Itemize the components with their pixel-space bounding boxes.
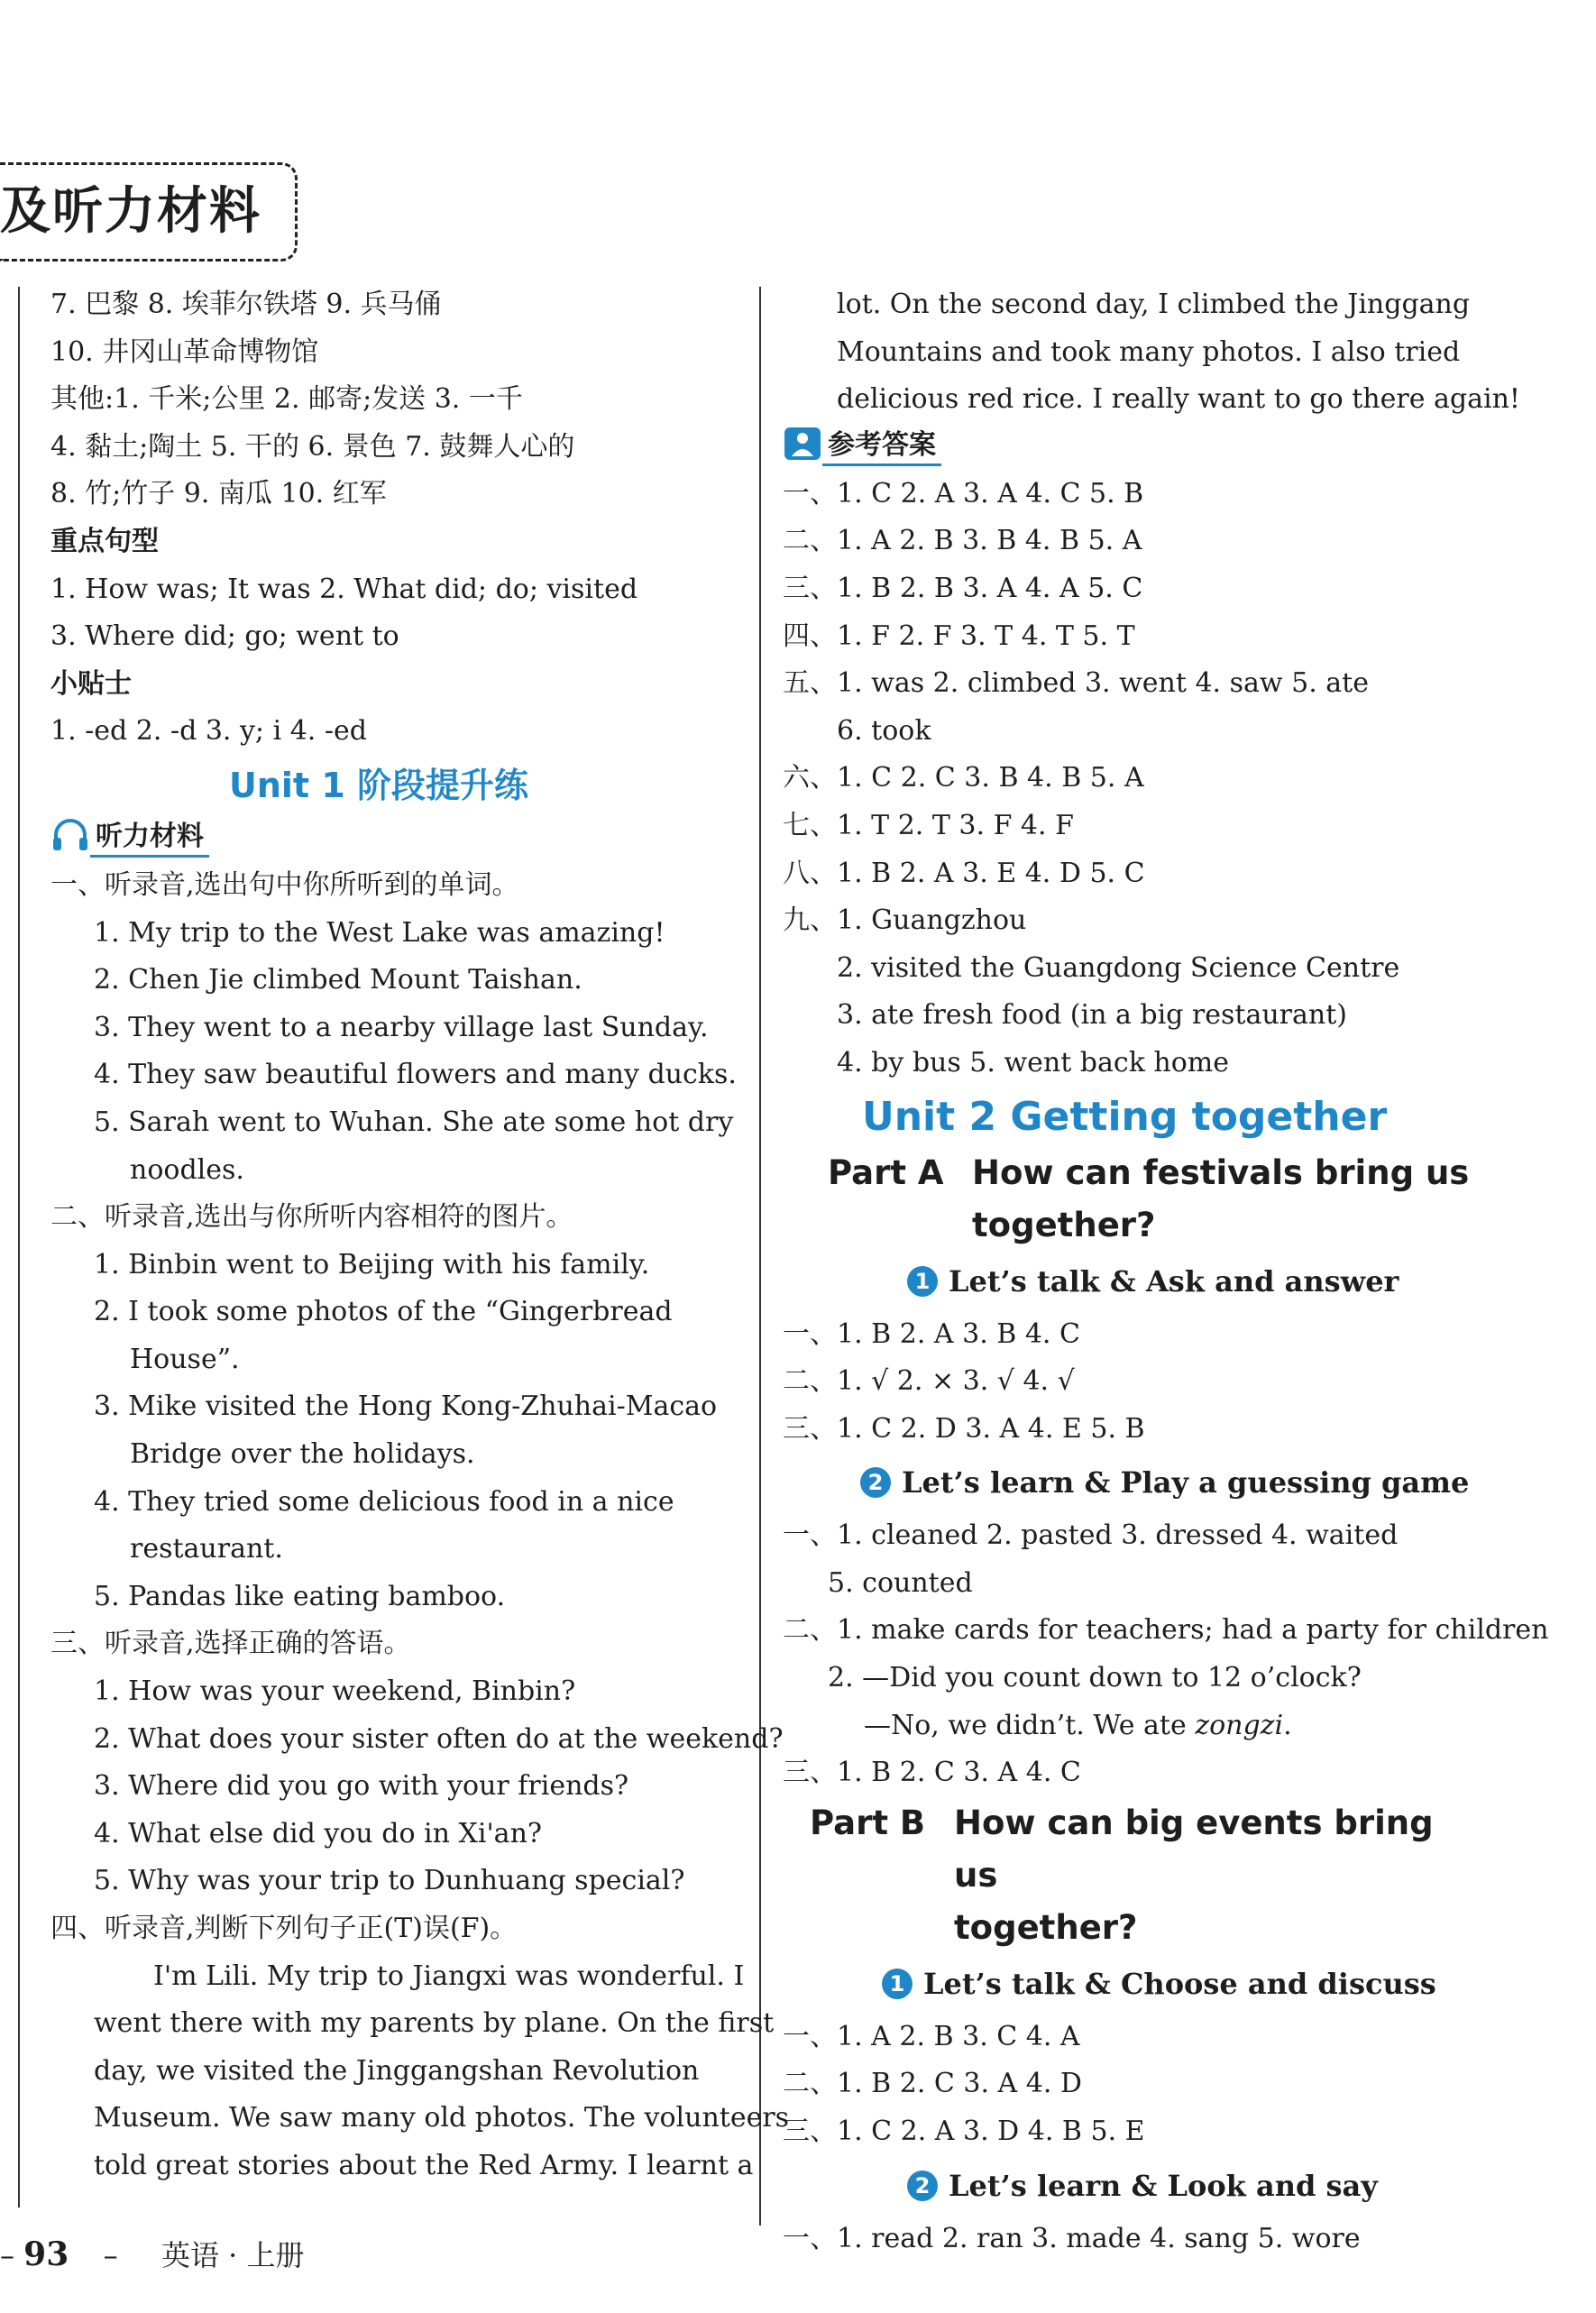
continued-paragraph-line: lot. On the second day, I climbed the Jinggang bbox=[837, 289, 1471, 320]
section1-item: 3. They went to a nearby village last Sunday. bbox=[94, 1011, 709, 1043]
section1-title: 一、听录音,选出句中你所听到的单词。 bbox=[50, 868, 519, 901]
partB-title bbox=[954, 1797, 1477, 1954]
key-sentences-title: 重点句型 bbox=[50, 525, 159, 557]
partA-sub1-title: Let’s talk & Ask and answer bbox=[949, 1263, 1399, 1299]
dialogue-reply-end: . bbox=[1283, 1709, 1292, 1741]
vocab-line: 4. 黏土;陶土 5. 干的 6. 景色 7. 鼓舞人心的 bbox=[50, 430, 575, 463]
dialogue-reply: —No, we didn’t. We ate bbox=[864, 1709, 1196, 1741]
answer-line-cont bbox=[783, 1703, 1477, 1750]
tips-title: 小贴士 bbox=[50, 667, 132, 700]
number-badge-icon: 1 bbox=[882, 1969, 913, 1999]
answers-badge bbox=[783, 424, 1477, 471]
footer-dash: – bbox=[0, 2238, 14, 2272]
section3-item: 1. How was your weekend, Binbin? bbox=[94, 1675, 576, 1708]
answer-line: 六、1. C 2. C 3. B 4. B 5. A bbox=[783, 762, 1144, 794]
left-column bbox=[18, 281, 790, 2190]
answer-line-cont: 4. by bus 5. went back home bbox=[837, 1046, 1229, 1078]
section2-item-cont: restaurant. bbox=[130, 1533, 283, 1565]
unit1-heading: Unit 1 阶段提升练 bbox=[229, 765, 528, 805]
answer-line: 二、1. A 2. B 3. B 4. B 5. A bbox=[783, 525, 1142, 557]
section3-item: 3. Where did you go with your friends? bbox=[94, 1770, 629, 1803]
answer-line: 一、1. C 2. A 3. A 4. C 5. B bbox=[783, 477, 1144, 509]
answer-line: 五、1. was 2. climbed 3. went 4. saw 5. ate bbox=[783, 667, 1369, 700]
section3-title: 三、听录音,选择正确的答语。 bbox=[50, 1628, 411, 1660]
answer-line: 二、1. B 2. C 3. A 4. D bbox=[783, 2068, 1082, 2100]
section1-item: 2. Chen Jie climbed Mount Taishan. bbox=[94, 964, 582, 996]
section1-item-cont: noodles. bbox=[130, 1153, 244, 1186]
section4-title: 四、听录音,判断下列句子正(T)误(F)。 bbox=[50, 1913, 518, 1944]
number-badge-icon: 2 bbox=[907, 2171, 938, 2201]
section2-item-cont: House”. bbox=[130, 1343, 240, 1375]
answer-line: 三、1. C 2. D 3. A 4. E 5. B bbox=[783, 1412, 1145, 1445]
answer-line-cont: 3. ate fresh food (in a big restaurant) bbox=[837, 999, 1347, 1032]
tips-line: 1. -ed 2. -d 3. y; i 4. -ed bbox=[50, 715, 367, 748]
key-sentence-line: 3. Where did; go; went to bbox=[50, 620, 399, 653]
partB-label: Part B bbox=[810, 1803, 926, 1842]
partB-title-line2: together? bbox=[954, 1907, 1138, 1947]
answer-line: 三、1. C 2. A 3. D 4. B 5. E bbox=[783, 2116, 1145, 2148]
section4-paragraph-line: went there with my parents by plane. On the first bbox=[94, 2007, 775, 2040]
section1-item: 5. Sarah went to Wuhan. She ate some hot dry bbox=[94, 1106, 734, 1138]
partB-sub1-title: Let’s talk & Choose and discuss bbox=[923, 1966, 1436, 2001]
answer-line: 九、1. Guangzhou bbox=[783, 904, 1027, 937]
partA-sub2-heading bbox=[783, 1453, 1477, 1512]
partA-sub2-title: Let’s learn & Play a guessing game bbox=[902, 1465, 1470, 1501]
number-badge-icon: 2 bbox=[860, 1467, 891, 1498]
listening-material-label: 听力材料 bbox=[90, 819, 209, 858]
answer-line-cont: 5. counted bbox=[828, 1566, 973, 1599]
answer-line: 七、1. T 2. T 3. F 4. F bbox=[783, 809, 1074, 841]
continued-paragraph-line: delicious red rice. I really want to go there again! bbox=[837, 383, 1520, 416]
number-badge-icon: 1 bbox=[907, 1266, 938, 1297]
section4-paragraph-line: Museum. We saw many old photos. The volunteers bbox=[94, 2102, 790, 2134]
partB-heading bbox=[783, 1797, 1477, 1954]
answer-line-cont: 6. took bbox=[837, 714, 931, 747]
footer-dash: – bbox=[103, 2238, 118, 2272]
answer-line: 一、1. cleaned 2. pasted 3. dressed 4. waited bbox=[783, 1519, 1399, 1552]
answer-line-cont: 2. —Did you count down to 12 o’clock? bbox=[828, 1662, 1362, 1694]
dialogue-reply-italic: zongzi bbox=[1195, 1709, 1284, 1741]
partB-title-line1: How can big events bring us bbox=[954, 1803, 1434, 1895]
partA-title bbox=[972, 1147, 1469, 1252]
vocab-line: 7. 巴黎 8. 埃菲尔铁塔 9. 兵马俑 bbox=[50, 289, 442, 320]
page-header-title: 及听力材料 bbox=[0, 162, 298, 262]
section1-item: 1. My trip to the West Lake was amazing! bbox=[94, 916, 665, 949]
section2-item: 1. Binbin went to Beijing with his family. bbox=[94, 1248, 650, 1280]
footer-subject: 英语 · 上册 bbox=[161, 2238, 305, 2272]
partB-sub2-title: Let’s learn & Look and say bbox=[949, 2168, 1378, 2203]
answer-line: 一、1. B 2. A 3. B 4. C bbox=[783, 1317, 1080, 1350]
partA-title-line1: How can festivals bring us bbox=[972, 1152, 1470, 1192]
section4-paragraph-line: told great stories about the Red Army. I learnt a bbox=[94, 2149, 754, 2181]
answer-line-cont: 2. visited the Guangdong Science Centre bbox=[837, 951, 1400, 984]
answer-line: 三、1. B 2. C 3. A 4. C bbox=[783, 1757, 1081, 1789]
answer-line: 三、1. B 2. B 3. A 4. A 5. C bbox=[783, 572, 1143, 604]
answer-line: 二、1. make cards for teachers; had a party for children bbox=[783, 1614, 1549, 1647]
answer-line: 一、1. A 2. B 3. C 4. A bbox=[783, 2020, 1080, 2052]
partA-title-line2: together? bbox=[972, 1205, 1156, 1244]
answer-line: 一、1. read 2. ran 3. made 4. sang 5. wore bbox=[783, 2222, 1361, 2254]
section3-item: 2. What does your sister often do at the weekend? bbox=[94, 1722, 784, 1755]
person-book-icon bbox=[783, 426, 822, 469]
section2-item: 2. I took some photos of the “Gingerbread bbox=[94, 1296, 673, 1328]
section3-item: 4. What else did you do in Xi'an? bbox=[94, 1817, 542, 1849]
vocab-line: 其他:1. 千米;公里 2. 邮寄;发送 3. 一千 bbox=[50, 383, 523, 416]
section2-title: 二、听录音,选出与你所听内容相符的图片。 bbox=[50, 1201, 573, 1234]
vocab-line: 8. 竹;竹子 9. 南瓜 10. 红军 bbox=[50, 478, 387, 510]
right-column bbox=[783, 281, 1549, 2263]
partA-label: Part A bbox=[828, 1152, 944, 1192]
listening-material-badge bbox=[18, 815, 739, 862]
headphones-icon bbox=[50, 815, 90, 862]
vocab-line: 10. 井冈山革命博物馆 bbox=[50, 335, 319, 368]
partA-sub1-heading bbox=[783, 1252, 1477, 1311]
section2-item: 4. They tried some delicious food in a nice bbox=[94, 1485, 674, 1518]
partA-heading bbox=[783, 1147, 1477, 1252]
section4-paragraph-line: day, we visited the Jinggangshan Revolution bbox=[94, 2054, 700, 2087]
section2-item: 5. Pandas like eating bamboo. bbox=[94, 1580, 506, 1612]
partB-sub1-heading bbox=[783, 1954, 1477, 2014]
key-sentence-line: 1. How was; It was 2. What did; do; visited bbox=[50, 573, 638, 605]
page-number: 93 bbox=[23, 2235, 69, 2273]
continued-paragraph-line: Mountains and took many photos. I also tried bbox=[837, 335, 1461, 368]
section2-item: 3. Mike visited the Hong Kong-Zhuhai-Macao bbox=[94, 1391, 718, 1423]
section2-item-cont: Bridge over the holidays. bbox=[130, 1438, 475, 1471]
answers-label: 参考答案 bbox=[822, 427, 941, 466]
partB-sub2-heading bbox=[783, 2156, 1477, 2216]
answer-line: 二、1. √ 2. × 3. √ 4. √ bbox=[783, 1365, 1075, 1398]
page-footer bbox=[0, 2227, 305, 2281]
answer-line: 四、1. F 2. F 3. T 4. T 5. T bbox=[783, 620, 1135, 652]
column-divider bbox=[759, 287, 761, 2226]
answer-line: 八、1. B 2. A 3. E 4. D 5. C bbox=[783, 857, 1145, 889]
unit2-heading: Unit 2 Getting together bbox=[862, 1093, 1388, 1140]
section1-item: 4. They saw beautiful flowers and many ducks. bbox=[94, 1059, 737, 1091]
section4-paragraph-line: I'm Lili. My trip to Jiangxi was wonderful. I bbox=[153, 1960, 745, 1992]
section3-item: 5. Why was your trip to Dunhuang special? bbox=[94, 1865, 685, 1897]
